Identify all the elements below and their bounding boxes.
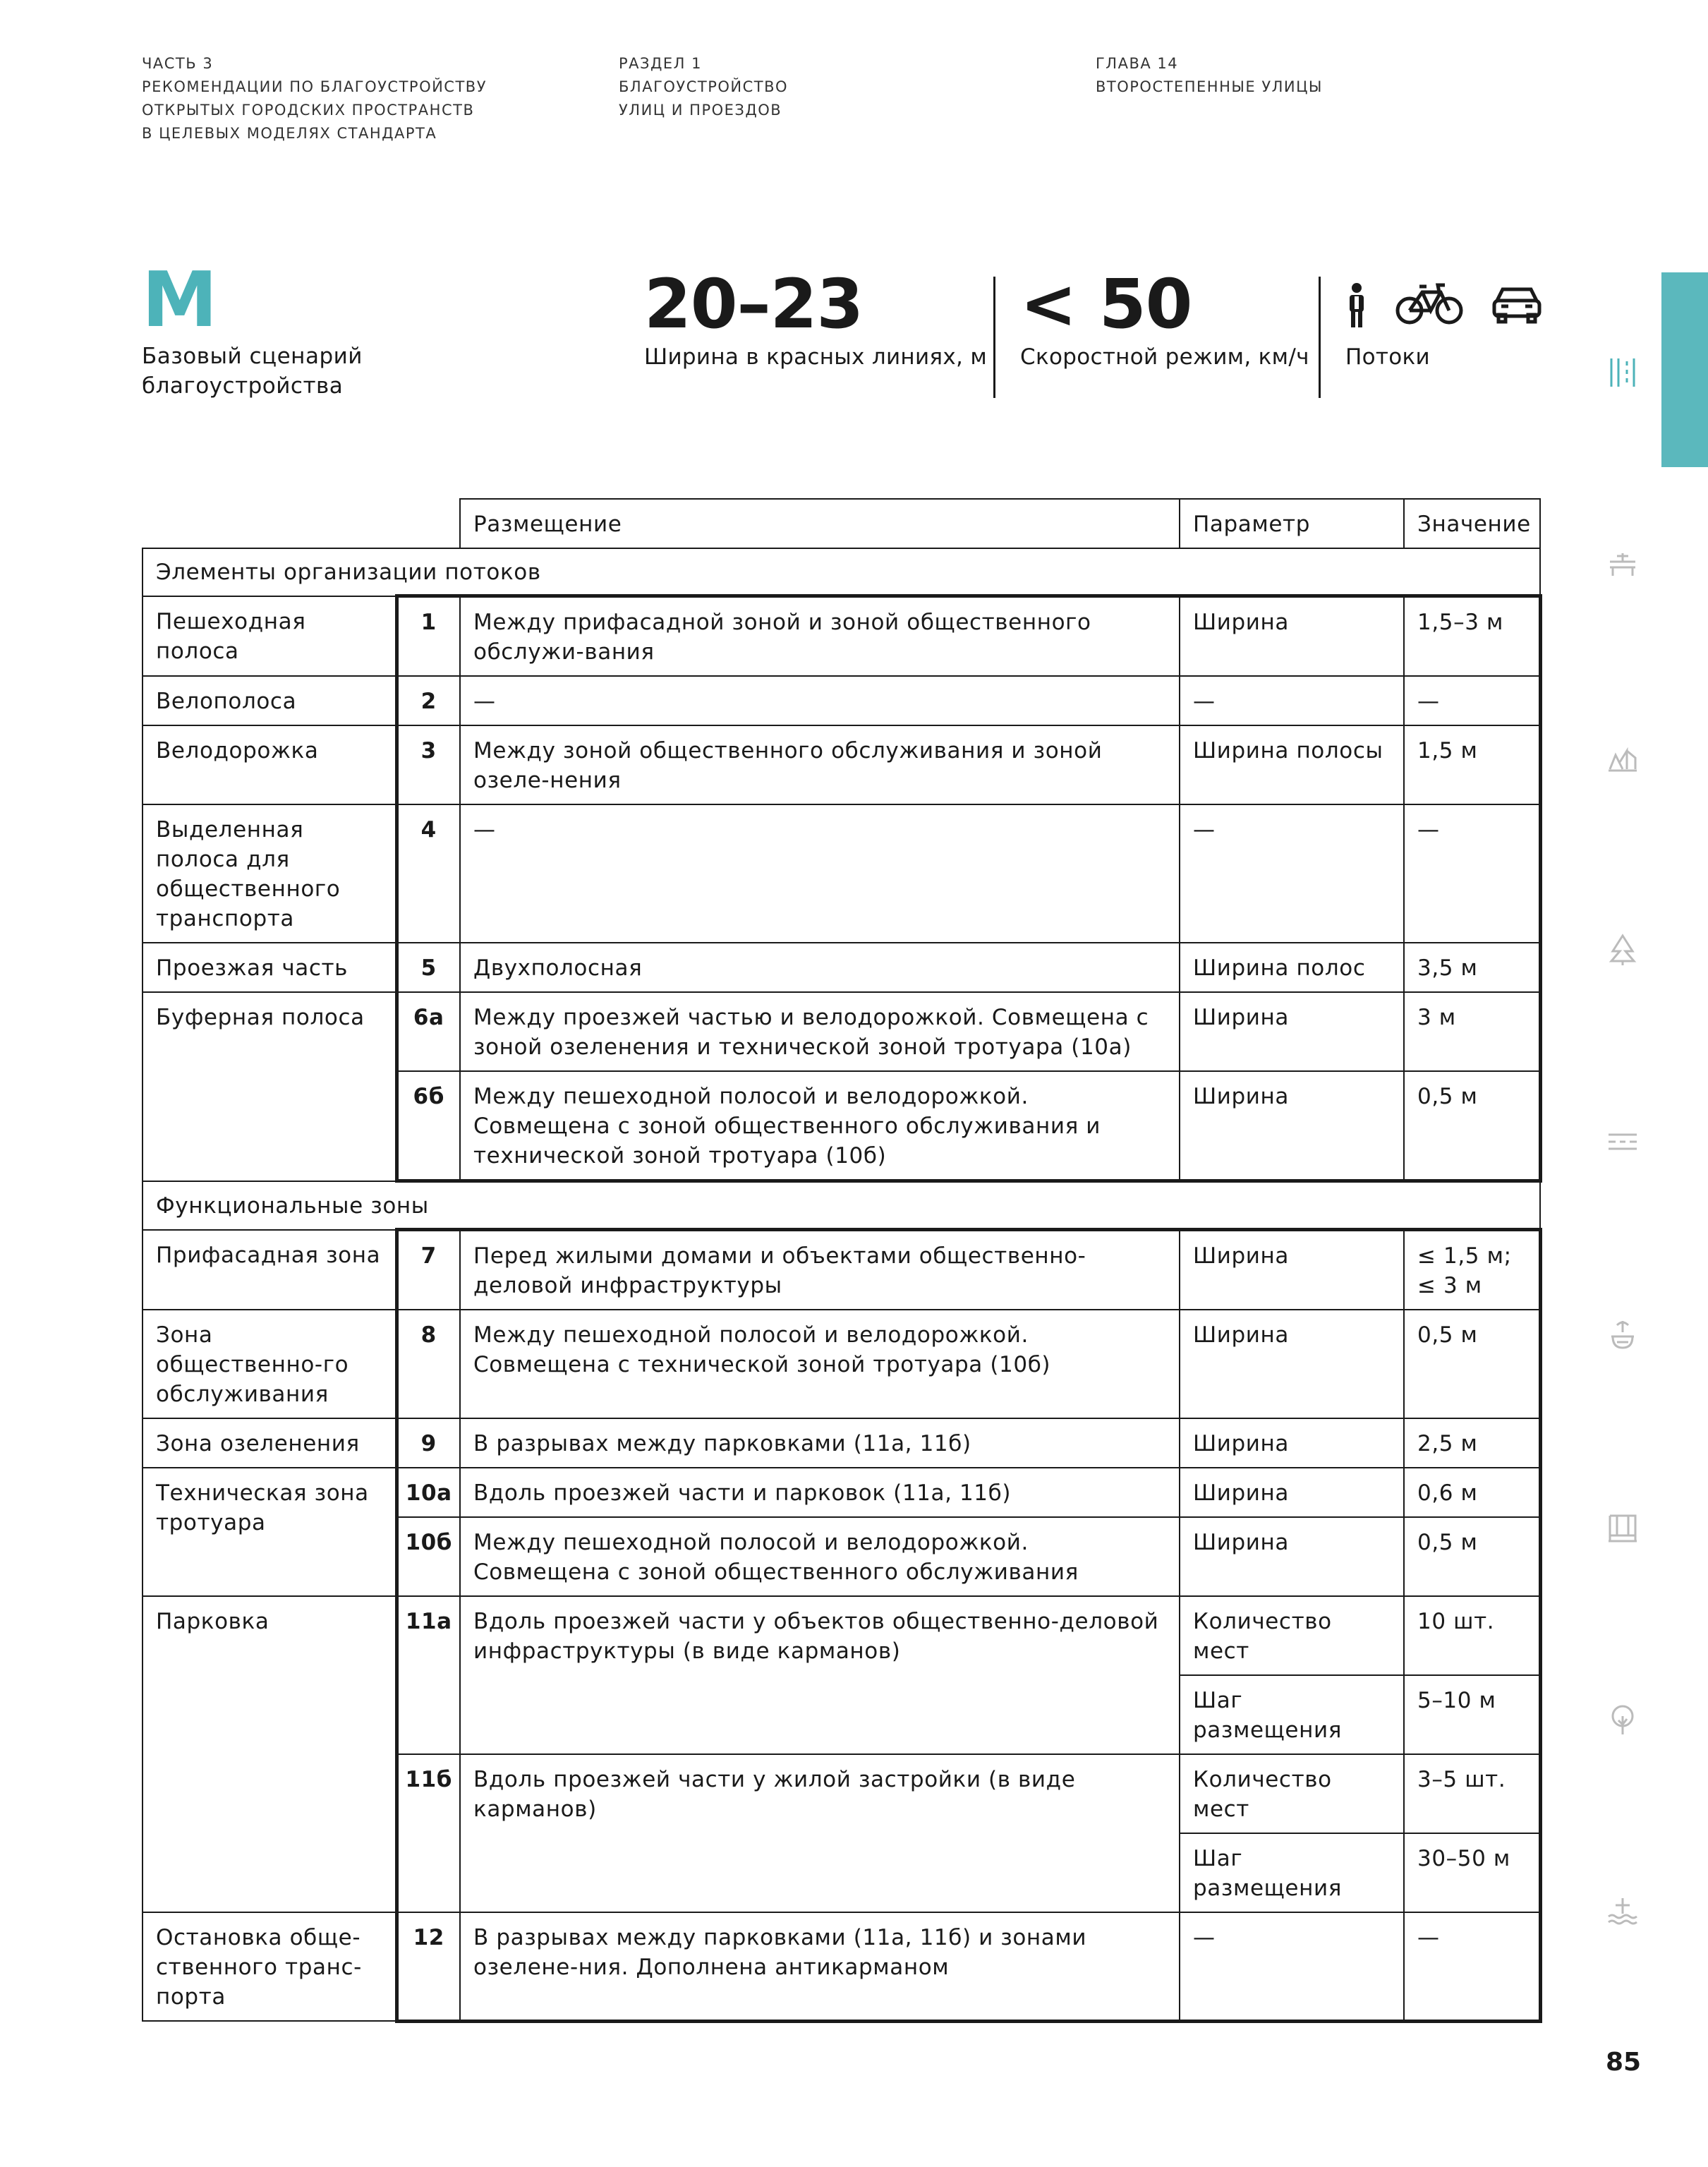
element-number: 10а bbox=[396, 1468, 460, 1517]
element-number: 12 bbox=[396, 1912, 460, 2021]
element-parameter: Количество мест bbox=[1180, 1754, 1404, 1833]
element-placement: Вдоль проезжей части у жилой застройки (в виде карманов) bbox=[460, 1754, 1180, 1912]
pedestrian-icon bbox=[1345, 282, 1369, 332]
element-placement: В разрывах между парковками (11а, 11б) и зонами озелене-ния. Дополнена антикарманом bbox=[460, 1912, 1180, 2021]
header-part-line: ЧАСТЬ 3 bbox=[142, 55, 214, 72]
element-placement: Между пешеходной полосой и велодорожкой. Совмещена с зоной общественного обслуживания bbox=[460, 1517, 1180, 1596]
element-name: Зона озеленения bbox=[143, 1418, 396, 1468]
table-row bbox=[143, 1912, 1540, 2021]
table-row bbox=[143, 596, 1540, 677]
element-value: 1,5 м bbox=[1404, 725, 1540, 804]
element-number: 2 bbox=[396, 676, 460, 725]
element-parameter: Ширина bbox=[1180, 1517, 1404, 1596]
element-placement: Вдоль проезжей части у объектов общественно-деловой инфраструктуры (в виде карманов) bbox=[460, 1596, 1180, 1754]
section-row-zones bbox=[143, 1181, 1540, 1230]
element-parameter: Ширина bbox=[1180, 596, 1404, 677]
header-blank bbox=[143, 499, 460, 548]
element-value: 2,5 м bbox=[1404, 1418, 1540, 1468]
park-icon[interactable] bbox=[1606, 1702, 1640, 1736]
header-section-line: УЛИЦ И ПРОЕЗДОВ bbox=[619, 102, 782, 119]
element-number: 8 bbox=[396, 1310, 460, 1418]
table-row bbox=[143, 1596, 1540, 1675]
scenario-subtitle-line: благоустройства bbox=[142, 373, 344, 399]
element-parameter: — bbox=[1180, 676, 1404, 725]
element-parameter: — bbox=[1180, 804, 1404, 943]
element-number: 3 bbox=[396, 725, 460, 804]
element-value: 1,5–3 м bbox=[1404, 596, 1540, 677]
header-chapter-line: ВТОРОСТЕПЕННЫЕ УЛИЦЫ bbox=[1096, 78, 1323, 95]
width-label: Ширина в красных линиях, м bbox=[644, 344, 988, 370]
table-row bbox=[143, 1230, 1540, 1310]
element-value: 3,5 м bbox=[1404, 943, 1540, 992]
element-placement: Между прифасадной зоной и зоной общественного обслужи-вания bbox=[460, 596, 1180, 677]
width-value: 20–23 bbox=[644, 265, 864, 344]
element-name: Буферная полоса bbox=[143, 992, 396, 1181]
speed-value: < 50 bbox=[1020, 265, 1192, 344]
table-row bbox=[143, 992, 1540, 1071]
lighting-icon[interactable] bbox=[1606, 741, 1640, 775]
header-chapter bbox=[1096, 52, 1323, 99]
element-parameter: Ширина bbox=[1180, 1468, 1404, 1517]
element-placement: Вдоль проезжей части и парковок (11а, 11б) bbox=[460, 1468, 1180, 1517]
header-section-line: БЛАГОУСТРОЙСТВО bbox=[619, 78, 789, 95]
section-title: Элементы организации потоков bbox=[143, 548, 1540, 596]
column-header-placement: Размещение bbox=[460, 499, 1180, 548]
element-number: 9 bbox=[396, 1418, 460, 1468]
section-title: Функциональные зоны bbox=[143, 1181, 1540, 1230]
element-value: — bbox=[1404, 676, 1540, 725]
element-number: 11а bbox=[396, 1596, 460, 1754]
element-number: 5 bbox=[396, 943, 460, 992]
header-part-line: РЕКОМЕНДАЦИИ ПО БЛАГОУСТРОЙСТВУ bbox=[142, 78, 487, 95]
element-value: ≤ 1,5 м; ≤ 3 м bbox=[1404, 1230, 1540, 1310]
element-parameter: Ширина bbox=[1180, 1418, 1404, 1468]
element-value: 30–50 м bbox=[1404, 1833, 1540, 1912]
table-row bbox=[143, 1468, 1540, 1517]
stat-divider bbox=[993, 277, 995, 398]
element-parameter: Ширина bbox=[1180, 1310, 1404, 1418]
element-placement: В разрывах между парковками (11а, 11б) bbox=[460, 1418, 1180, 1468]
element-parameter: Ширина bbox=[1180, 1071, 1404, 1181]
element-number: 11б bbox=[396, 1754, 460, 1912]
element-value: — bbox=[1404, 1912, 1540, 2021]
element-parameter: Количество мест bbox=[1180, 1596, 1404, 1675]
element-value: 3–5 шт. bbox=[1404, 1754, 1540, 1833]
element-name: Техническая зона тротуара bbox=[143, 1468, 396, 1596]
element-value: 10 шт. bbox=[1404, 1596, 1540, 1675]
section-tab-active[interactable] bbox=[1661, 272, 1708, 467]
header-section-line: РАЗДЕЛ 1 bbox=[619, 55, 702, 72]
scenario-subtitle-line: Базовый сценарий bbox=[142, 344, 363, 369]
element-number: 7 bbox=[396, 1230, 460, 1310]
element-value: 0,5 м bbox=[1404, 1310, 1540, 1418]
element-value: — bbox=[1404, 804, 1540, 943]
table-row bbox=[143, 1418, 1540, 1468]
element-value: 0,5 м bbox=[1404, 1071, 1540, 1181]
element-name: Прифасадная зона bbox=[143, 1230, 396, 1310]
scenario-letter: M bbox=[142, 256, 218, 344]
element-number: 10б bbox=[396, 1517, 460, 1596]
water-icon[interactable] bbox=[1606, 1894, 1640, 1928]
table-row bbox=[143, 725, 1540, 804]
element-placement: — bbox=[460, 804, 1180, 943]
element-name: Пешеходная полоса bbox=[143, 596, 396, 677]
element-number: 1 bbox=[396, 596, 460, 677]
element-placement: Между пешеходной полосой и велодорожкой. Совмещена с технической зоной тротуара (10б) bbox=[460, 1310, 1180, 1418]
element-number: 6б bbox=[396, 1071, 460, 1181]
element-value: 3 м bbox=[1404, 992, 1540, 1071]
column-header-parameter: Параметр bbox=[1180, 499, 1404, 548]
bicycle-icon bbox=[1395, 282, 1463, 329]
element-placement: Двухполосная bbox=[460, 943, 1180, 992]
element-parameter: Шаг размещения bbox=[1180, 1675, 1404, 1754]
header-part-line: ОТКРЫТЫХ ГОРОДСКИХ ПРОСТРАНСТВ bbox=[142, 102, 475, 119]
street-elements-table bbox=[142, 498, 1542, 2023]
element-number: 4 bbox=[396, 804, 460, 943]
street-layout-icon[interactable] bbox=[1606, 356, 1640, 390]
table-row bbox=[143, 676, 1540, 725]
element-name: Парковка bbox=[143, 1596, 396, 1912]
element-number: 6а bbox=[396, 992, 460, 1071]
element-placement: Между проезжей частью и велодорожкой. Совмещена с зоной озеленения и технической зоной тротуара (10а) bbox=[460, 992, 1180, 1071]
element-parameter: Ширина bbox=[1180, 1230, 1404, 1310]
header-chapter-line: ГЛАВА 14 bbox=[1096, 55, 1179, 72]
element-parameter: — bbox=[1180, 1912, 1404, 2021]
element-placement: Между пешеходной полосой и велодорожкой. Совмещена с зоной общественного обслуживания и технической зоной тротуара (10б) bbox=[460, 1071, 1180, 1181]
element-name: Выделенная полоса для общественного транспорта bbox=[143, 804, 396, 943]
element-placement: Между зоной общественного обслуживания и зоной озеле-нения bbox=[460, 725, 1180, 804]
stat-divider bbox=[1319, 277, 1321, 398]
element-parameter: Шаг размещения bbox=[1180, 1833, 1404, 1912]
header-part-line: В ЦЕЛЕВЫХ МОДЕЛЯХ СТАНДАРТА bbox=[142, 125, 437, 142]
element-parameter: Ширина полос bbox=[1180, 943, 1404, 992]
table-row bbox=[143, 1310, 1540, 1418]
table-header-row bbox=[143, 499, 1540, 548]
element-name: Проезжая часть bbox=[143, 943, 396, 992]
element-value: 5–10 м bbox=[1404, 1675, 1540, 1754]
element-parameter: Ширина bbox=[1180, 992, 1404, 1071]
scenario-subtitle bbox=[142, 342, 363, 401]
tree-icon[interactable] bbox=[1606, 933, 1640, 967]
page-number: 85 bbox=[1606, 2048, 1642, 2077]
flows-label: Потоки bbox=[1345, 344, 1430, 370]
element-placement: Перед жилыми домами и объектами общественно-деловой инфраструктуры bbox=[460, 1230, 1180, 1310]
building-icon[interactable] bbox=[1606, 1510, 1640, 1544]
crosswalk-icon[interactable] bbox=[1606, 1125, 1640, 1159]
speed-label: Скоростной режим, км/ч bbox=[1020, 344, 1309, 370]
table-row bbox=[143, 804, 1540, 943]
element-value: 0,6 м bbox=[1404, 1468, 1540, 1517]
element-name: Зона общественно-го обслуживания bbox=[143, 1310, 396, 1418]
car-icon bbox=[1491, 282, 1542, 329]
column-header-value: Значение bbox=[1404, 499, 1540, 548]
header-section bbox=[619, 52, 788, 122]
element-parameter: Ширина полосы bbox=[1180, 725, 1404, 804]
element-placement: — bbox=[460, 676, 1180, 725]
section-row-flows bbox=[143, 548, 1540, 596]
element-value: 0,5 м bbox=[1404, 1517, 1540, 1596]
table-row bbox=[143, 943, 1540, 992]
element-name: Велодорожка bbox=[143, 725, 396, 804]
header-part bbox=[142, 52, 487, 145]
element-name: Велополоса bbox=[143, 676, 396, 725]
element-name: Остановка обще-ственного транс-порта bbox=[143, 1912, 396, 2021]
fountain-icon[interactable] bbox=[1606, 1318, 1640, 1352]
bench-icon[interactable] bbox=[1606, 548, 1640, 581]
